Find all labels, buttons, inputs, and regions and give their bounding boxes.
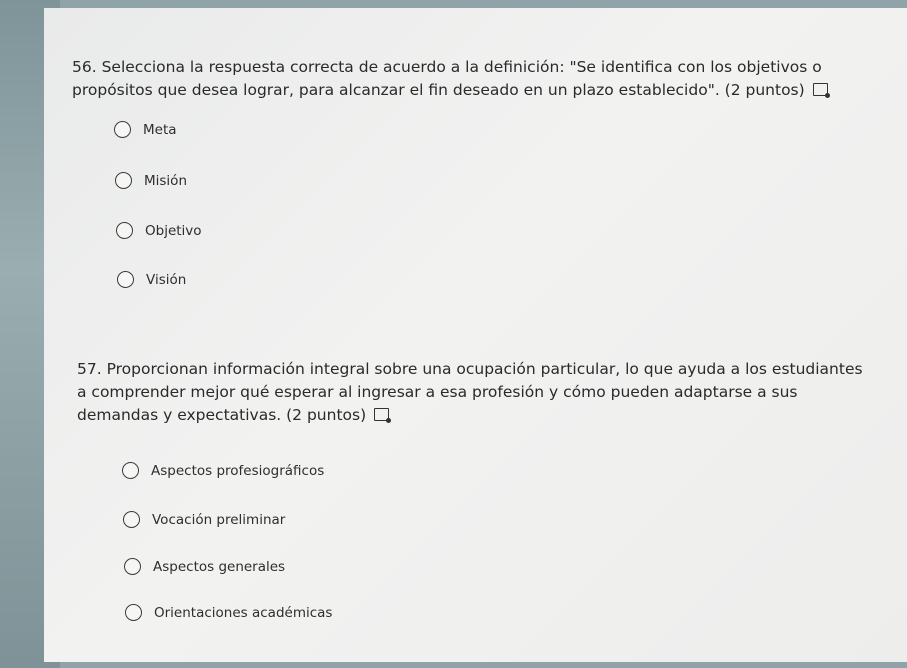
- radio-button[interactable]: [123, 511, 140, 528]
- radio-button[interactable]: [115, 172, 132, 189]
- question-57: [77, 358, 867, 427]
- option-aspectos-profesiograficos[interactable]: [122, 462, 324, 479]
- option-objetivo[interactable]: [116, 222, 202, 239]
- radio-button[interactable]: [125, 604, 142, 621]
- option-label: Aspectos generales: [153, 558, 286, 575]
- radio-button[interactable]: [114, 121, 131, 138]
- immersive-reader-icon[interactable]: [813, 83, 828, 96]
- option-orientaciones-academicas[interactable]: [125, 604, 332, 621]
- question-56-text: 56. Selecciona la respuesta correcta de acuerdo a la definición: "Se identifica con los objetivos o propósitos que desea lograr, para alcanzar el fin deseado en un plazo establecido". (2 puntos): [72, 58, 822, 99]
- form-page: [44, 8, 907, 662]
- radio-button[interactable]: [117, 271, 134, 288]
- option-aspectos-generales[interactable]: [124, 558, 285, 575]
- option-label: Meta: [143, 121, 177, 138]
- radio-button[interactable]: [122, 462, 139, 479]
- option-mision[interactable]: [115, 172, 187, 189]
- option-label: Aspectos profesiográficos: [151, 462, 325, 479]
- option-meta[interactable]: [114, 121, 177, 138]
- option-label: Misión: [144, 172, 187, 189]
- option-label: Objetivo: [145, 222, 202, 239]
- radio-button[interactable]: [124, 558, 141, 575]
- option-label: Orientaciones académicas: [154, 604, 333, 621]
- option-vocacion-preliminar[interactable]: [123, 511, 285, 528]
- radio-button[interactable]: [116, 222, 133, 239]
- immersive-reader-icon[interactable]: [374, 408, 389, 421]
- option-label: Vocación preliminar: [152, 511, 286, 528]
- question-56: [72, 56, 902, 102]
- option-vision[interactable]: [117, 271, 186, 288]
- option-label: Visión: [146, 271, 187, 288]
- question-57-text: 57. Proporcionan información integral sobre una ocupación particular, lo que ayuda a los estudiantes a comprender mejor qué esperar al ingresar a esa profesión y cómo pueden adaptarse a sus demandas y expectativas. (2 puntos): [77, 360, 863, 424]
